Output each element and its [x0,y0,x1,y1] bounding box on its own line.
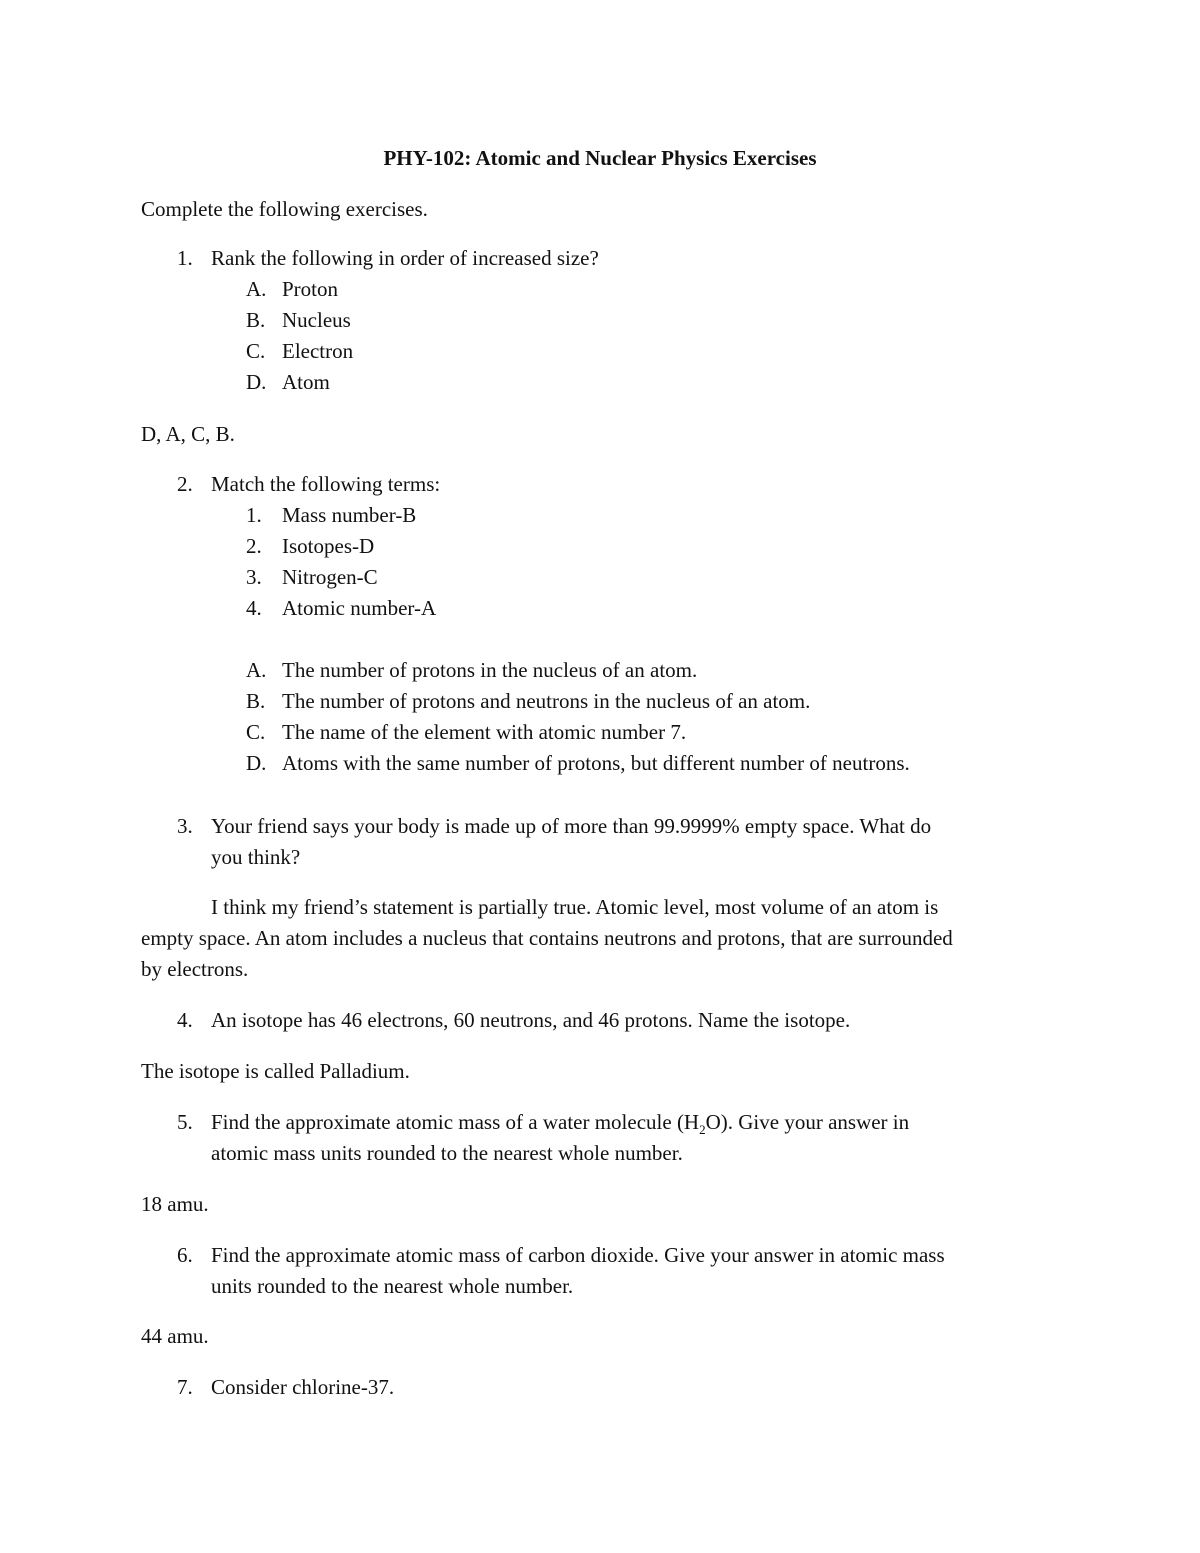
q4-number: 4. [177,1008,193,1032]
q1-option-text: Proton [282,277,339,301]
q6-text-line-2: units rounded to the nearest whole number. [211,1274,574,1298]
q5-text-post: O). Give your answer in [705,1110,910,1134]
q4-answer: The isotope is called Palladium. [141,1059,410,1083]
q1-option-text: Nucleus [282,308,351,332]
q2-definition-text: The name of the element with atomic number 7. [282,720,687,744]
q1-option-letter: B. [246,308,266,332]
document-title: PHY-102: Atomic and Nuclear Physics Exercises [383,146,817,170]
q1-option-letter: D. [246,370,267,394]
q2-definition-text: The number of protons in the nucleus of an atom. [282,658,698,682]
q2-definition-letter: A. [246,658,267,682]
q1-text: Rank the following in order of increased size? [211,246,599,270]
q7-text: Consider chlorine-37. [211,1375,395,1399]
q3-text-line-1: Your friend says your body is made up of more than 99.9999% empty space. What do [211,814,932,838]
q2-term-number: 1. [246,503,262,527]
q2-term-number: 4. [246,596,262,620]
q2-term-number: 2. [246,534,262,558]
q2-term-text: Isotopes-D [282,534,375,558]
q3-answer-line-3: by electrons. [141,957,249,981]
q1-option-text: Electron [282,339,354,363]
q2-number: 2. [177,472,193,496]
q3-answer-line-1: I think my friend’s statement is partially true. Atomic level, most volume of an atom is [211,895,939,919]
q2-definition-letter: B. [246,689,266,713]
q2-term-text: Mass number-B [282,503,417,527]
q3-number: 3. [177,814,193,838]
q5-answer: 18 amu. [141,1192,209,1216]
q2-term-text: Nitrogen-C [282,565,378,589]
q2-definition-text: Atoms with the same number of protons, but different number of neutrons. [282,751,910,775]
q6-text-line-1: Find the approximate atomic mass of carbon dioxide. Give your answer in atomic mass [211,1243,945,1267]
q2-text: Match the following terms: [211,472,441,496]
intro-text: Complete the following exercises. [141,197,428,221]
q6-number: 6. [177,1243,193,1267]
q1-option-letter: C. [246,339,266,363]
q2-definition-letter: D. [246,751,267,775]
q2-term-text: Atomic number-A [282,596,437,620]
q7-number: 7. [177,1375,193,1399]
q2-definition-letter: C. [246,720,266,744]
q1-answer: D, A, C, B. [141,422,235,446]
q3-answer-line-2: empty space. An atom includes a nucleus that contains neutrons and protons, that are surrounded [141,926,953,950]
q5-number: 5. [177,1110,193,1134]
q5-text-line-1 [211,1108,909,1136]
q2-definition-text: The number of protons and neutrons in the nucleus of an atom. [282,689,811,713]
q3-text-line-2: you think? [211,845,301,869]
q1-option-letter: A. [246,277,267,301]
q1-number: 1. [177,246,193,270]
q6-answer: 44 amu. [141,1324,209,1348]
q1-option-text: Atom [282,370,330,394]
q4-text: An isotope has 46 electrons, 60 neutrons, and 46 protons. Name the isotope. [211,1008,851,1032]
q5-text-pre: Find the approximate atomic mass of a water molecule (H [211,1110,700,1134]
q5-subscript: 2 [699,1122,706,1138]
q5-text-line-2: atomic mass units rounded to the nearest whole number. [211,1141,683,1165]
q2-term-number: 3. [246,565,262,589]
